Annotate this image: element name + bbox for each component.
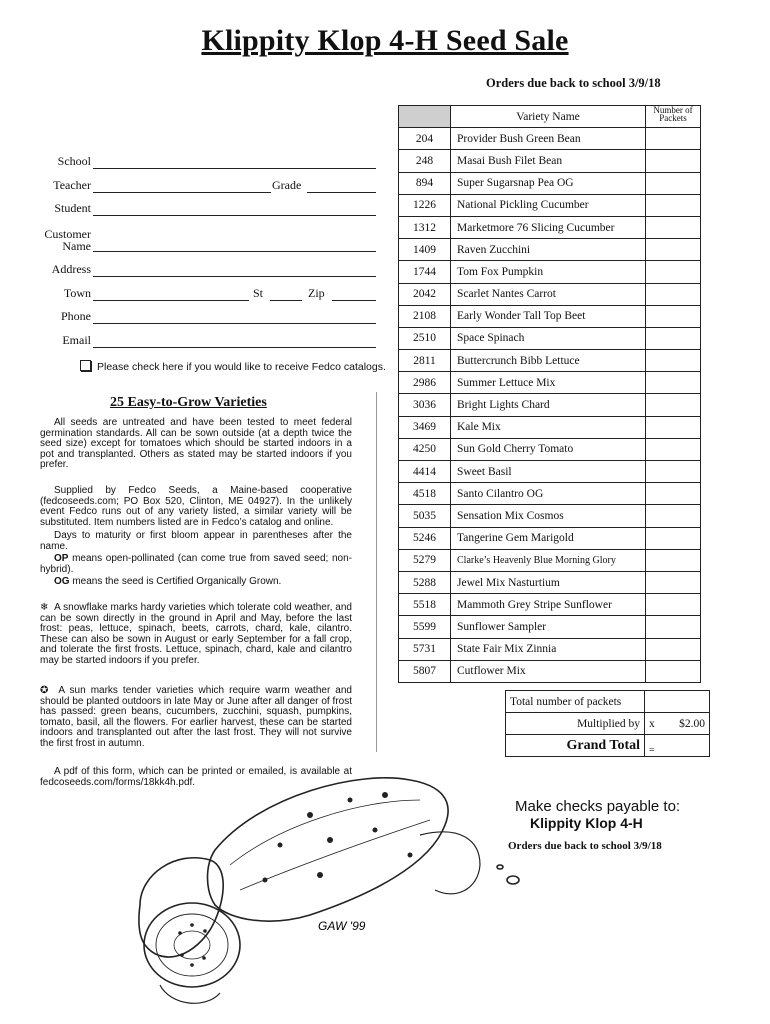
item-number: 5279 [399,549,451,571]
table-row [399,350,701,372]
table-row [399,172,701,194]
address-field[interactable] [93,262,376,277]
item-number: 5731 [399,638,451,660]
town-label: Town [63,286,91,300]
total-packets-row [506,691,710,713]
grand-total-row [506,735,710,757]
table-row [399,416,701,438]
sun-icon: ✪ [40,685,49,696]
variety-name: Sunflower Sampler [451,616,646,638]
packets-quantity-field[interactable] [646,438,701,460]
student-field[interactable] [93,201,376,216]
due-date-note: Orders due back to school 3/9/18 [486,76,661,90]
artist-signature: GAW '99 [318,919,366,933]
item-number: 1744 [399,261,451,283]
customer-label: Customer [44,227,91,241]
variety-name: Santo Cilantro OG [451,483,646,505]
item-number: 894 [399,172,451,194]
item-number: 2510 [399,327,451,349]
info-paragraph-og [40,577,352,588]
school-field[interactable] [93,154,376,169]
packets-quantity-field[interactable] [646,350,701,372]
table-row [399,239,701,261]
packets-quantity-field[interactable] [646,549,701,571]
grade-label: Grade [272,178,302,192]
item-number: 2986 [399,372,451,394]
op-definition: means open-pollinated (can come true from saved seed; non-hybrid). [40,553,352,575]
town-field[interactable] [93,286,249,301]
catalog-checkbox-label: Please check here if you would like to receive Fedco catalogs. [97,361,386,373]
email-field[interactable] [93,333,376,348]
table-row [399,283,701,305]
school-label: School [57,154,91,168]
item-number: 4414 [399,461,451,483]
packets-quantity-field[interactable] [646,483,701,505]
zip-field[interactable] [332,286,376,301]
multiplied-label: Multiplied by [506,713,645,735]
variety-name: Tom Fox Pumpkin [451,261,646,283]
packets-quantity-field[interactable] [646,616,701,638]
table-row [399,505,701,527]
item-number: 2811 [399,350,451,372]
item-number-header [399,106,451,128]
packets-quantity-field[interactable] [646,461,701,483]
item-number: 5599 [399,616,451,638]
table-row [399,261,701,283]
column-divider [376,392,377,752]
sun-text: A sun marks tender varieties which require warm weather and should be planted outdoors in late May or June after all danger of frost has passed: green beans, cucumbers, zucchini, squash, pumpkins, tomato, basil, all the flowers. For earlier harvest, these can be started indoors and transplanted out after the last frost. They will not survive the first frost in autumn. [40,685,352,749]
table-header-row [399,106,701,128]
packets-quantity-field[interactable] [646,594,701,616]
table-row [399,527,701,549]
cucumber-illustration [120,755,540,1015]
info-paragraph-days [40,531,352,552]
table-row [399,150,701,172]
packets-quantity-field[interactable] [646,239,701,261]
table-row [399,128,701,150]
table-row [399,327,701,349]
packets-quantity-field[interactable] [646,283,701,305]
variety-name: National Pickling Cucumber [451,194,646,216]
info-paragraph-op [40,554,352,575]
packets-quantity-field[interactable] [646,216,701,238]
packets-quantity-field[interactable] [646,638,701,660]
pdf-text: A pdf of this form, which can be printed or emailed, is available at fedcoseeds.com/forms/18kk4h.pdf. [40,766,352,788]
due-date-note-bottom: Orders due back to school 3/9/18 [508,840,662,852]
packets-quantity-field[interactable] [646,150,701,172]
seed-table-body [399,128,701,683]
item-number: 4250 [399,438,451,460]
table-row [399,571,701,593]
table-row [399,549,701,571]
zip-label: Zip [308,286,325,300]
item-number: 5288 [399,571,451,593]
packets-quantity-field[interactable] [646,128,701,150]
item-number: 1409 [399,239,451,261]
seeds-text: All seeds are untreated and have been tested to meet federal germination standards. All can be sown outside (at a depth twice the seed size) except for tomatoes which should be started indoors in a pot and transplanted. Others as stated may be started indoors if you prefer. [40,417,352,470]
grade-field[interactable] [307,178,376,193]
table-row [399,372,701,394]
snowflake-text: A snowflake marks hardy varieties which tolerate cold weather, and can be sown directly in the ground in April and May, before the last frost: peas, lettuce, spinach, beets, carrots, chard, kale, cilantro. These can also be sown in August or early September for a fall crop, and tolerate the first frosts. Lettuce, spinach, chard, kale and cilantro may be started indoors if you prefer. [40,602,352,666]
grand-total-equals: = [649,745,655,756]
multiplied-row [506,713,710,735]
variety-name: Cutflower Mix [451,660,646,682]
variety-name: Bright Lights Chard [451,394,646,416]
packets-quantity-field[interactable] [646,261,701,283]
payable-to-label: Make checks payable to: [515,798,681,815]
catalog-checkbox-row [80,360,386,373]
variety-name: Marketmore 76 Slicing Cucumber [451,216,646,238]
seed-order-table [398,105,701,683]
info-paragraph-seeds [40,418,352,471]
packets-quantity-field[interactable] [646,416,701,438]
op-term: OP [54,553,69,564]
item-number: 248 [399,150,451,172]
checkbox-icon[interactable] [80,360,91,371]
table-row [399,394,701,416]
table-row [399,461,701,483]
table-row [399,194,701,216]
page-title: Klippity Klop 4-H Seed Sale [201,24,569,57]
phone-label: Phone [61,309,91,323]
table-row [399,616,701,638]
snowflake-icon: ❄ [40,602,49,613]
item-number: 2042 [399,283,451,305]
address-label: Address [51,262,91,276]
item-number: 2108 [399,305,451,327]
supplier-text: Supplied by Fedco Seeds, a Maine-based cooperative (fedcoseeds.com; PO Box 520, Clinton, ME 04927). In the unlikely event Fedco runs out of any variety listed, a similar variety will be substituted. Item numbers listed are in Fedco’s catalog and online. [40,485,352,528]
packets-quantity-field[interactable] [646,660,701,682]
packets-quantity-field[interactable] [646,194,701,216]
packets-quantity-field[interactable] [646,505,701,527]
table-row [399,438,701,460]
table-row [399,660,701,682]
table-row [399,305,701,327]
phone-field[interactable] [93,309,376,324]
info-paragraph-supplier [40,486,352,528]
variety-name: Sun Gold Cherry Tomato [451,438,646,460]
variety-name: Kale Mix [451,416,646,438]
info-paragraph-snowflake [40,603,352,666]
item-number: 5518 [399,594,451,616]
student-label: Student [54,201,91,215]
packets-quantity-field[interactable] [646,394,701,416]
variety-name: Tangerine Gem Marigold [451,527,646,549]
item-number: 1312 [399,216,451,238]
variety-name: Early Wonder Tall Top Beet [451,305,646,327]
table-row [399,594,701,616]
total-packets-field[interactable] [645,691,710,713]
variety-name: Buttercrunch Bibb Lettuce [451,350,646,372]
variety-name: Provider Bush Green Bean [451,128,646,150]
totals-table [505,690,710,757]
variety-name: Sweet Basil [451,461,646,483]
og-definition: means the seed is Certified Organically Grown. [69,576,282,587]
variety-name: Mammoth Grey Stripe Sunflower [451,594,646,616]
state-field[interactable] [270,286,302,301]
packets-quantity-field[interactable] [646,172,701,194]
item-number: 5035 [399,505,451,527]
og-term: OG [54,576,70,587]
packets-quantity-field[interactable] [646,305,701,327]
teacher-field[interactable] [93,178,271,193]
teacher-label: Teacher [53,178,91,192]
multiplied-x: x [645,713,666,735]
variety-name: Raven Zucchini [451,239,646,261]
table-row [399,638,701,660]
variety-name-header: Variety Name [451,106,646,128]
variety-name: Masai Bush Filet Bean [451,150,646,172]
payable-to-name: Klippity Klop 4-H [530,815,643,831]
variety-name: State Fair Mix Zinnia [451,638,646,660]
item-number: 204 [399,128,451,150]
price-per-packet: $2.00 [665,713,710,735]
state-label: St [253,286,264,300]
customer-name-field[interactable] [93,237,376,252]
table-row [399,216,701,238]
variety-name: Summer Lettuce Mix [451,372,646,394]
days-text: Days to maturity or first bloom appear in parentheses after the name. [40,530,352,552]
packets-quantity-field[interactable] [646,327,701,349]
total-packets-label: Total number of packets [506,691,645,713]
item-number: 4518 [399,483,451,505]
packets-header: Number of Packets [646,106,701,128]
grand-total-field[interactable] [645,735,710,757]
customer-name-label: Name [62,239,91,253]
packets-quantity-field[interactable] [646,571,701,593]
item-number: 1226 [399,194,451,216]
varieties-heading: 25 Easy-to-Grow Varieties [110,395,267,410]
variety-name: Clarke’s Heavenly Blue Morning Glory [451,549,646,571]
packets-quantity-field[interactable] [646,527,701,549]
table-row [399,483,701,505]
email-label: Email [62,333,91,347]
grand-total-label: Grand Total [506,735,645,757]
item-number: 3036 [399,394,451,416]
packets-quantity-field[interactable] [646,372,701,394]
item-number: 5246 [399,527,451,549]
variety-name: Sensation Mix Cosmos [451,505,646,527]
variety-name: Scarlet Nantes Carrot [451,283,646,305]
variety-name: Super Sugarsnap Pea OG [451,172,646,194]
item-number: 3469 [399,416,451,438]
item-number: 5807 [399,660,451,682]
variety-name: Space Spinach [451,327,646,349]
info-paragraph-sun [40,686,352,749]
variety-name: Jewel Mix Nasturtium [451,571,646,593]
